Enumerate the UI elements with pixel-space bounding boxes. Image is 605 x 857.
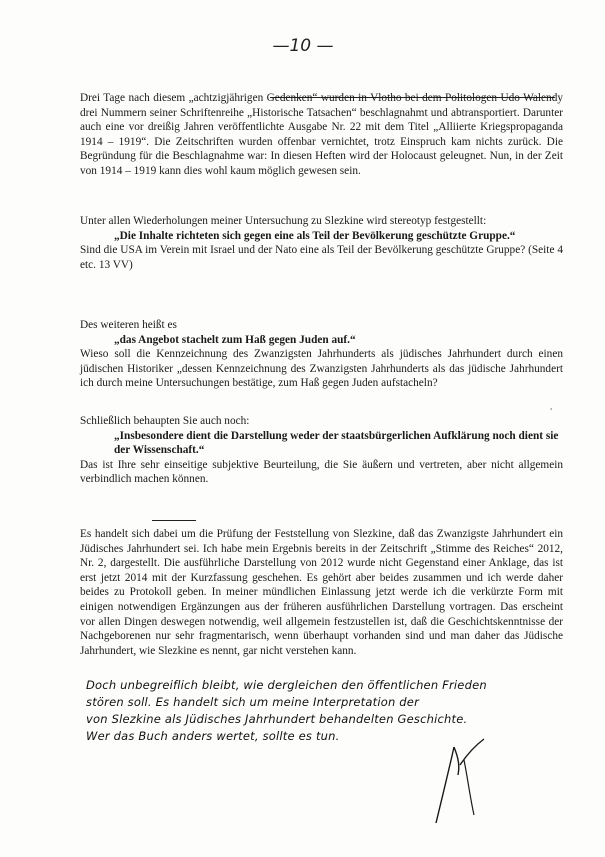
quote-aufklaerung: „Insbesondere dient die Darstellung weder der staatsbürgerlichen Aufklärung noch dient sie der Wissenschaft.“ [114,429,559,457]
signature [424,735,494,825]
paragraph-follow: Sind die USA im Verein mit Israel und der Nato eine als Teil der Bevölkerung geschützte Gruppe? (Seite 4 etc. 13 VV) [80,244,563,271]
paragraph-intro: Unter allen Wiederholungen meiner Untersuchung zu Slezkine wird stereotyp festgestellt: [80,215,487,227]
quote-angebot: „das Angebot stachelt zum Haß gegen Juden auf.“ [114,333,356,346]
quote-geschuetzte-gruppe: „Die Inhalte richteten sich gegen eine als Teil der Bevölkerung geschützte Gruppe.“ [114,229,516,242]
paragraph-follow: Wieso soll die Kennzeichnung des Zwanzigsten Jahrhunderts als jüdisches Jahrhundert durch einen jüdischen Historiker „dessen Kennzeichnung des Zwanzigsten Jahrhunderts als das jüdische Jahrhundert ich durch meine Untersuchungen bestätige, zum Haß gegen Juden aufstacheln? [80,348,563,390]
handwritten-line: Doch unbegreiflich bleibt, wie dergleichen den öffentlichen Frieden [86,678,487,692]
strike-mark [152,520,196,521]
handwritten-line: von Slezkine als Jüdisches Jahrhundert behandelten Geschichte. [86,712,468,726]
paragraph-wissenschaft [80,414,563,487]
page-number: —10 — [272,36,334,56]
paragraph-intro: Des weiteren heißt es [80,319,177,331]
paragraph-intro: Schließlich behaupten Sie auch noch: [80,415,250,427]
paragraph-slezkine [80,527,563,658]
handwritten-note [86,677,576,745]
paragraph-hass [80,318,563,391]
paragraph-follow: Das ist Ihre sehr einseitige subjektive Beurteilung, die Sie äußern und vertreten, aber nicht allgemein verbindlich machen können. [80,458,563,486]
paragraph-stereotyp [80,214,563,272]
paragraph-text: Drei Tage nach diesem „achtzigjährigen Gedenken“ wurden in Vlotho bei dem Politologen Udo Walendy drei Nummern seiner Schriftenreihe „Historische Tatsachen“ beschlagnahmt und abtransportiert. Darunter auch eine vor dreißig Jahren veröffentlichte Ausgabe Nr. 22 mit dem Titel „Alliierte Kriegspropaganda 1914 – 1919“. Die Zeitschriften wurden offenbar vernichtet, trotz Einspruch kam nichts zurück. Die Begründung für die Beschlagnahme war: In diesen Heften wird der Holocaust geleugnet. Nun, in der Zeit von 1914 – 1919 kann dies wohl kaum möglich gewesen sein. [80,92,563,177]
handwritten-line: stören soll. Es handelt sich um meine Interpretation der [86,695,420,709]
margin-mark: ' [550,407,553,416]
handwritten-line: Wer das Buch anders wertet, sollte es tun. [86,729,340,743]
paragraph-text: Es handelt sich dabei um die Prüfung der Feststellung von Slezkine, daß das Zwanzigste Jahrhundert ein Jüdisches Jahrhundert sei. Ich habe mein Ergebnis bereits in der Zeitschrift „Stimme des Reiches“ 2012, Nr. 2, dargestellt. Die ausführliche Darstellung von 2012 wurde nicht Gegenstand einer Anklage, das ist erst jetzt 2014 mit der Kurzfassung geschehen. Es gehört aber beides zusammen und ich werde daher beides zu Protokoll geben. In meiner mündlichen Einlassung jetzt werde ich die verkürzte Form mit einigen notwendigen Ergänzungen aus der früheren ausführlichen Darstellung vortragen. Das erscheint vor allen Dingen deswegen notwendig, weil allgemein festzustellen ist, daß die Geschichtskenntnisse der Nachgeborenen nur sehr fragmentarisch, wenn überhaupt vorhanden sind und man daher das Jüdische Jahrhundert, wie Slezkine es nennt, gar nicht verstehen kann. [80,528,563,657]
paragraph-beschlagnahme [80,91,563,179]
